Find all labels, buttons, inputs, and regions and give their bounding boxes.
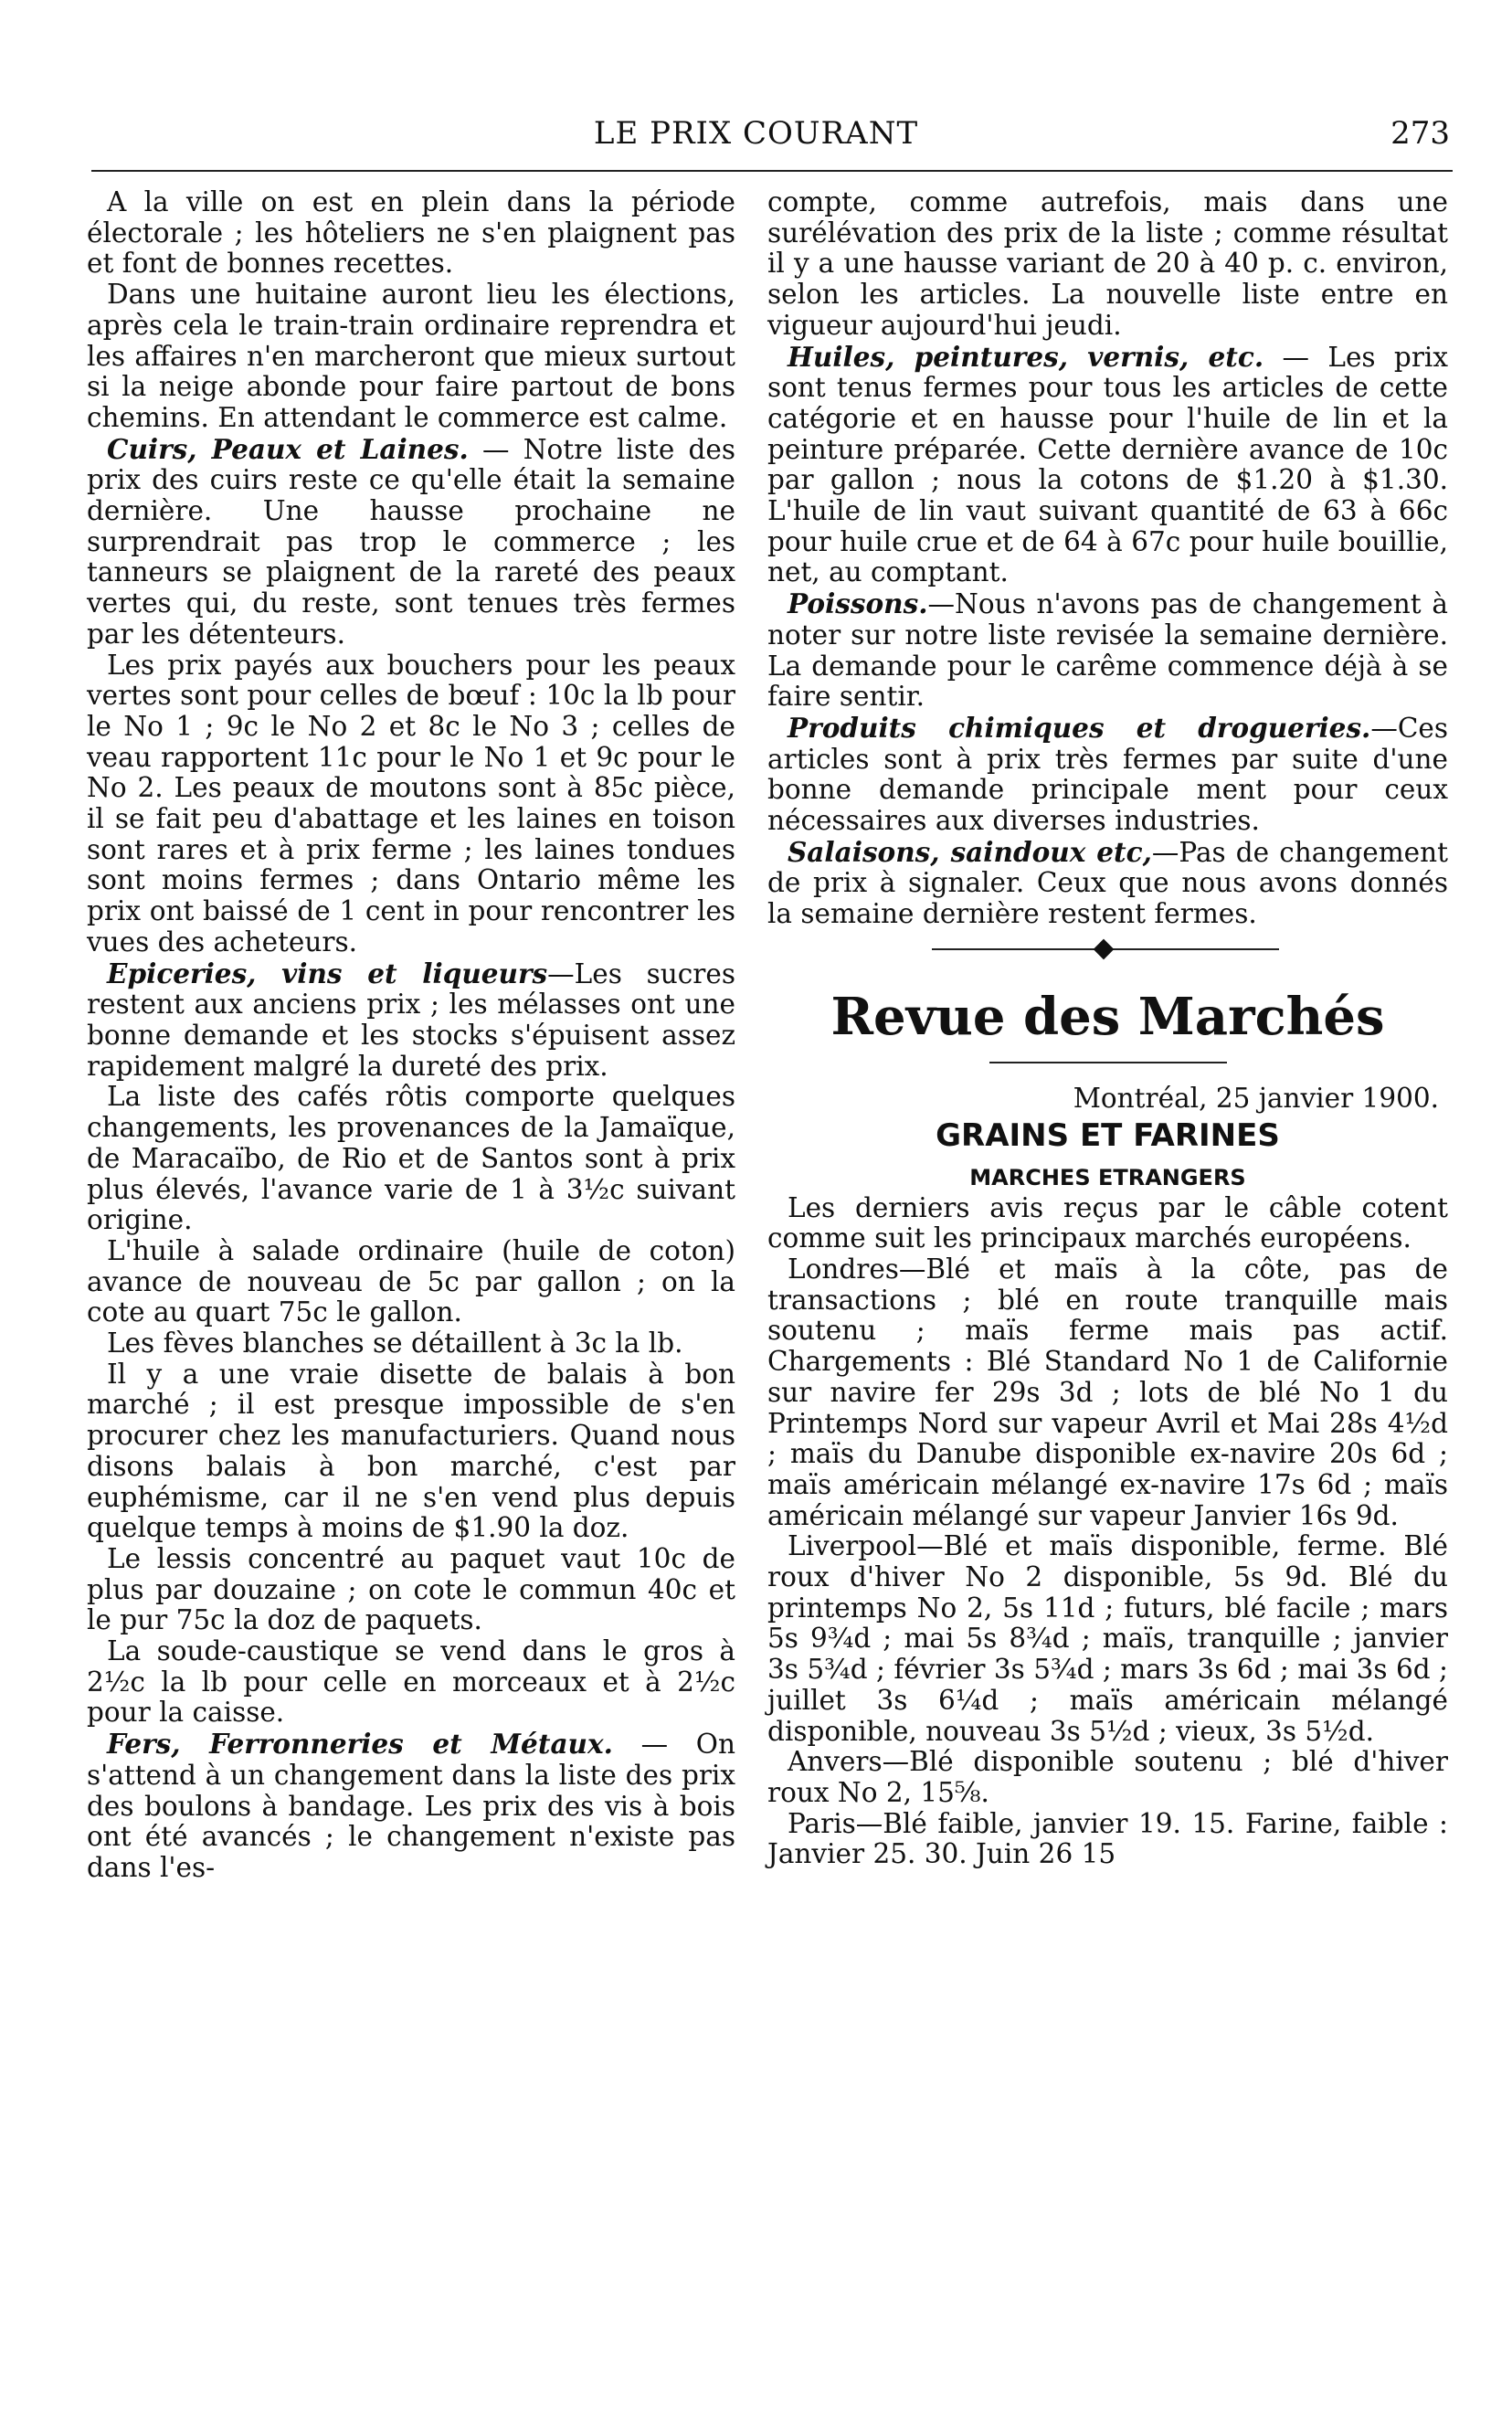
- rubric-paragraph: [767, 588, 1448, 713]
- paragraph: [767, 1254, 1448, 1531]
- paragraph: [87, 1359, 735, 1544]
- section-title: Revue des Marchés: [830, 986, 1385, 1047]
- rubric-heading: Cuirs, Peaux et Laines.: [107, 432, 469, 465]
- ornament-divider: [767, 930, 1448, 970]
- paragraph-text: —Les sucres restent aux anciens prix ; les mélasses ont une bonne demande et les stocks s'épuisent assez rapidement malgré la dureté des prix.: [87, 957, 735, 1082]
- rubric-heading: Epiceries, vins et liqueurs: [107, 957, 548, 989]
- paragraph-text: — On s'attend à un changement dans la liste des prix des boulons à bandage. Les prix des vis à bois ont été avancés ; le changement n'existe pas dans l'es-: [87, 1729, 735, 1883]
- paragraph: [87, 1236, 735, 1328]
- rubric-heading: Produits chimiques et drogueries.: [788, 711, 1371, 744]
- paragraph: [767, 1531, 1448, 1747]
- paragraph-text: — Les prix sont tenus fermes pour tous les articles de cette catégorie et en hausse pour l'huile de lin et la peinture préparée. Cette dernière avance de 10c par gallon ; nous la cotons de $1.20 à $1.30. L'huile de lin vaut suivant quantité de 63 à 66c pour huile crue et de 64 à 67c pour huile bouillie, net, au comptant.: [767, 341, 1448, 588]
- paragraph: [87, 1636, 735, 1729]
- paragraph: [87, 1328, 735, 1359]
- subtitle-marches: MARCHES ETRANGERS: [969, 1164, 1246, 1190]
- journal-title: LE PRIX COURANT: [593, 115, 919, 152]
- paragraph: [87, 651, 735, 958]
- rubric-heading: Salaisons, saindoux etc,: [788, 835, 1152, 868]
- paragraph: [87, 187, 735, 280]
- paragraph-text: Il y a une vraie disette de balais à bon marché ; il est presque impossible de s'en procurer chez les manufacturiers. Quand nous disons balais à bon marché, c'est par euphémisme, car il ne s'en vend plus depuis quelque temps à moins de $1.90 la doz.: [87, 1358, 735, 1544]
- paragraph-text: Paris—Blé faible, janvier 19. 15. Farine, faible : Janvier 25. 30. Juin 26 15: [767, 1807, 1448, 1870]
- paragraph-text: L'huile à salade ordinaire (huile de coton) avance de nouveau de 5c par gallon ; on la cote au quart 75c le gallon.: [87, 1234, 735, 1328]
- rubric-paragraph: [87, 958, 735, 1083]
- paragraph: [767, 187, 1448, 342]
- paragraph-text: La soude-caustique se vend dans le gros à 2½c la lb pour celle en morceaux et à 2½c pour la caisse.: [87, 1635, 735, 1729]
- paragraph-text: Liverpool—Blé et maïs disponible, ferme. Blé roux d'hiver No 2 disponible, 5s 9d. Blé du printemps No 2, 5s 11d ; futurs, blé facile ; mars 5s 9¾d ; mai 5s 8¾d ; maïs, tranquille ; janvier 3s 5¾d ; février 3s 5¾d ; mars 3s 6d ; mai 3s 6d ; juillet 3s 6¼d ; maïs américain mélangé disponible, nouveau 3s 5½d ; vieux, 3s 5½d.: [767, 1530, 1448, 1747]
- rubric-paragraph: [87, 1729, 735, 1884]
- short-rule: [989, 1062, 1227, 1063]
- paragraph-text: —Nous n'avons pas de changement à noter sur notre liste revisée la semaine dernière. La demande pour le carême commence déjà à se faire sentir.: [767, 588, 1448, 713]
- subtitle-grains: GRAINS ET FARINES: [936, 1116, 1280, 1154]
- paragraph-text: Les prix payés aux bouchers pour les peaux vertes sont pour celles de bœuf : 10c la lb pour le No 1 ; 9c le No 2 et 8c le No 3 ; celles de veau rapportent 11c pour le No 1 et 9c pour le No 2. Les peaux de moutons sont à 85c pièce, il se fait peu d'abattage et les laines en toison sont rares et à prix ferme ; les laines tondues sont moins fermes ; dans Ontario même les prix ont baissé de 1 cent in pour rencontrer les vues des acheteurs.: [87, 649, 735, 957]
- paragraph: [87, 280, 735, 434]
- page-number: 273: [1390, 115, 1450, 152]
- paragraph-text: Le lessis concentré au paquet vaut 10c de plus par douzaine ; on cote le commun 40c et le pur 75c la doz de paquets.: [87, 1542, 735, 1636]
- paragraph-text: A la ville on est en plein dans la période électorale ; les hôteliers ne s'en plaignent pas et font de bonnes recettes.: [87, 186, 735, 280]
- paragraph-text: Anvers—Blé disponible soutenu ; blé d'hiver roux No 2, 15⅝.: [767, 1746, 1448, 1808]
- paragraph: [767, 1809, 1448, 1870]
- rubric-paragraph: [87, 434, 735, 651]
- rubric-paragraph: [767, 713, 1448, 837]
- market-paragraphs: [767, 1193, 1448, 1870]
- paragraph: [87, 1544, 735, 1636]
- paragraph: [767, 1747, 1448, 1808]
- diamond-ornament-icon: [1094, 939, 1115, 960]
- rubric-heading: Fers, Ferronneries et Métaux.: [107, 1728, 613, 1761]
- paragraph: [767, 1193, 1448, 1254]
- rubric-heading: Poissons.: [788, 587, 928, 620]
- left-column: [87, 187, 735, 1884]
- paragraph: [87, 1082, 735, 1236]
- paragraph-text: compte, comme autrefois, mais dans une surélévation des prix de la liste ; comme résultat il y a une hausse variant de 20 à 40 p. c. environ, selon les articles. La nouvelle liste entre en vigueur aujourd'hui jeudi.: [767, 186, 1448, 341]
- right-column-news: [767, 187, 1448, 930]
- paragraph-text: Les fèves blanches se détaillent à 3c la lb.: [107, 1328, 683, 1359]
- paragraph-text: Dans une huitaine auront lieu les élections, après cela le train-train ordinaire reprendra et les affaires n'en marcheront que mieux surtout si la neige abonde pour faire partout de bons chemins. En attendant le commerce est calme.: [87, 279, 735, 433]
- paragraph-text: — Notre liste des prix des cuirs reste ce qu'elle était la semaine dernière. Une hausse prochaine ne surprendrait pas trop le commerce ; les tanneurs se plaignent de la rareté des peaux vertes qui, du reste, sont tenues très fermes par les détenteurs.: [87, 433, 735, 650]
- paragraph-text: Londres—Blé et maïs à la côte, pas de transactions ; blé en route tranquille mais soutenu ; maïs ferme mais pas actif. Chargements : Blé Standard No 1 de Californie sur navire fer 29s 3d ; lots de blé No 1 du Printemps Nord sur vapeur Avril et Mai 28s 4½d ; maïs du Danube disponible ex-navire 20s 6d ; maïs américain mélangé ex-navire 17s 6d ; maïs américain mélangé sur vapeur Janvier 16s 9d.: [767, 1253, 1448, 1531]
- dateline: Montréal, 25 janvier 1900.: [1073, 1082, 1439, 1114]
- paragraph-text: Les derniers avis reçus par le câble cotent comme suit les principaux marchés européens.: [767, 1191, 1448, 1254]
- header-rule: [91, 170, 1453, 172]
- rubric-paragraph: [767, 837, 1448, 930]
- paragraph-text: La liste des cafés rôtis comporte quelques changements, les provenances de la Jamaïque, de Maracaïbo, de Rio et de Santos sont à prix plus élevés, l'avance varie de 1 à 3½c suivant origine.: [87, 1081, 735, 1236]
- page-header: [0, 108, 1512, 163]
- paragraph-text: —Pas de changement de prix à signaler. Ceux que nous avons donnés la semaine dernière restent fermes.: [767, 836, 1448, 930]
- right-column: [767, 187, 1448, 1870]
- rubric-heading: Huiles, peintures, vernis, etc.: [788, 340, 1264, 373]
- rubric-paragraph: [767, 342, 1448, 589]
- paragraph-text: —Ces articles sont à prix très fermes par suite d'une bonne demande principale ment pour ceux nécessaires aux diverses industries.: [767, 712, 1448, 837]
